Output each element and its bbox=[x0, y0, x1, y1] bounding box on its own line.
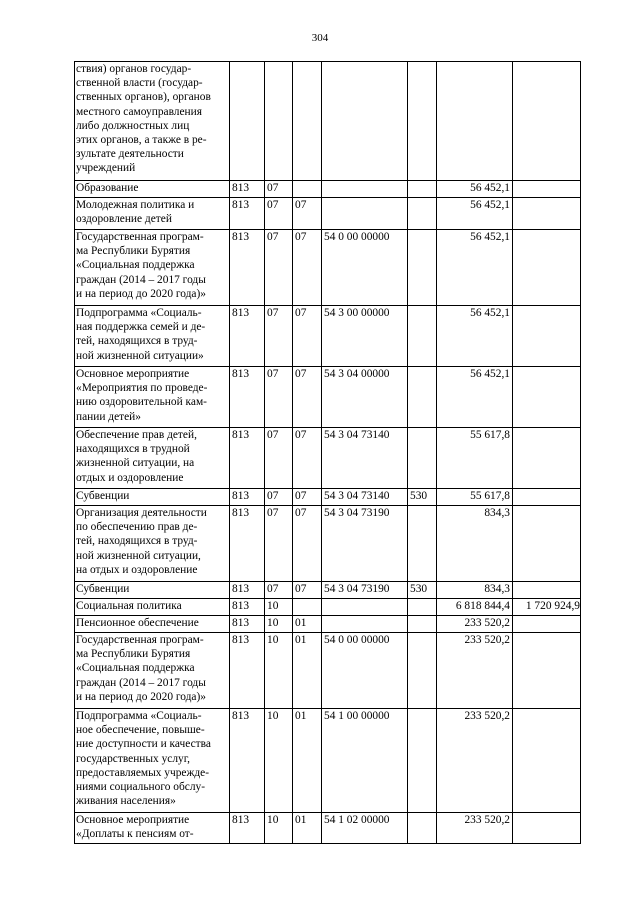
row-razdel: 07 bbox=[265, 506, 293, 582]
row-amount: 6 818 844,4 bbox=[437, 599, 513, 616]
row-extra bbox=[513, 62, 581, 181]
row-vr bbox=[408, 62, 437, 181]
row-csr: 54 0 00 00000 bbox=[322, 633, 408, 709]
row-name: Пенсионное обеспечение bbox=[75, 616, 230, 633]
row-amount: 56 452,1 bbox=[437, 367, 513, 428]
row-vr bbox=[408, 633, 437, 709]
row-name: Субвенции bbox=[75, 489, 230, 506]
row-extra bbox=[513, 230, 581, 306]
row-extra bbox=[513, 582, 581, 599]
row-extra bbox=[513, 506, 581, 582]
row-podrazdel: 07 bbox=[293, 306, 322, 367]
row-ved: 813 bbox=[230, 599, 265, 616]
row-amount: 56 452,1 bbox=[437, 181, 513, 198]
row-razdel: 07 bbox=[265, 198, 293, 230]
row-name: Государственная програм- ма Республики Бурятия «Социальная поддержка граждан (2014 – 2017 годы и на период до 2020 года)» bbox=[75, 633, 230, 709]
row-ved: 813 bbox=[230, 813, 265, 844]
row-razdel: 07 bbox=[265, 428, 293, 489]
row-csr bbox=[322, 62, 408, 181]
row-ved: 813 bbox=[230, 230, 265, 306]
row-extra: 1 720 924,9 bbox=[513, 599, 581, 616]
row-podrazdel: 07 bbox=[293, 428, 322, 489]
row-csr: 54 3 04 00000 bbox=[322, 367, 408, 428]
row-vr bbox=[408, 230, 437, 306]
row-ved: 813 bbox=[230, 633, 265, 709]
row-extra bbox=[513, 633, 581, 709]
row-vr bbox=[408, 813, 437, 844]
table-row bbox=[75, 813, 581, 844]
row-razdel: 10 bbox=[265, 599, 293, 616]
row-razdel: 10 bbox=[265, 616, 293, 633]
budget-table bbox=[74, 61, 581, 844]
row-vr bbox=[408, 306, 437, 367]
table-row bbox=[75, 506, 581, 582]
row-ved bbox=[230, 62, 265, 181]
row-name: Субвенции bbox=[75, 582, 230, 599]
row-amount: 233 520,2 bbox=[437, 633, 513, 709]
row-csr bbox=[322, 181, 408, 198]
row-razdel bbox=[265, 62, 293, 181]
row-vr: 530 bbox=[408, 582, 437, 599]
row-vr bbox=[408, 181, 437, 198]
row-razdel: 07 bbox=[265, 230, 293, 306]
row-csr: 54 3 04 73190 bbox=[322, 582, 408, 599]
row-amount: 834,3 bbox=[437, 506, 513, 582]
row-csr: 54 1 02 00000 bbox=[322, 813, 408, 844]
row-csr: 54 3 04 73140 bbox=[322, 489, 408, 506]
row-razdel: 07 bbox=[265, 582, 293, 599]
row-podrazdel: 07 bbox=[293, 506, 322, 582]
row-razdel: 07 bbox=[265, 306, 293, 367]
table-row bbox=[75, 428, 581, 489]
row-vr bbox=[408, 198, 437, 230]
table-row bbox=[75, 489, 581, 506]
row-extra bbox=[513, 428, 581, 489]
row-podrazdel: 07 bbox=[293, 367, 322, 428]
table-row bbox=[75, 616, 581, 633]
row-name: Образование bbox=[75, 181, 230, 198]
row-extra bbox=[513, 489, 581, 506]
row-ved: 813 bbox=[230, 181, 265, 198]
row-vr bbox=[408, 599, 437, 616]
row-ved: 813 bbox=[230, 582, 265, 599]
row-amount: 233 520,2 bbox=[437, 616, 513, 633]
table-row bbox=[75, 181, 581, 198]
table-row bbox=[75, 230, 581, 306]
row-csr: 54 0 00 00000 bbox=[322, 230, 408, 306]
row-amount: 233 520,2 bbox=[437, 813, 513, 844]
row-extra bbox=[513, 709, 581, 813]
row-csr: 54 1 00 00000 bbox=[322, 709, 408, 813]
row-ved: 813 bbox=[230, 367, 265, 428]
row-podrazdel: 01 bbox=[293, 633, 322, 709]
row-name: Подпрограмма «Социаль- ное обеспечение, повыше- ние доступности и качества государственных услуг, предоставляемых учрежде- ниями социального обслу- живания населения» bbox=[75, 709, 230, 813]
table-row bbox=[75, 198, 581, 230]
row-name: Государственная програм- ма Республики Бурятия «Социальная поддержка граждан (2014 – 2017 годы и на период до 2020 года)» bbox=[75, 230, 230, 306]
table-row bbox=[75, 582, 581, 599]
row-vr bbox=[408, 506, 437, 582]
row-amount: 55 617,8 bbox=[437, 428, 513, 489]
row-vr bbox=[408, 428, 437, 489]
row-podrazdel: 07 bbox=[293, 582, 322, 599]
row-amount: 55 617,8 bbox=[437, 489, 513, 506]
row-podrazdel: 01 bbox=[293, 616, 322, 633]
row-podrazdel bbox=[293, 599, 322, 616]
row-amount: 233 520,2 bbox=[437, 709, 513, 813]
table-row bbox=[75, 62, 581, 181]
row-csr: 54 3 04 73190 bbox=[322, 506, 408, 582]
row-razdel: 07 bbox=[265, 367, 293, 428]
row-extra bbox=[513, 181, 581, 198]
table-row bbox=[75, 306, 581, 367]
row-csr bbox=[322, 599, 408, 616]
row-vr: 530 bbox=[408, 489, 437, 506]
row-podrazdel: 07 bbox=[293, 198, 322, 230]
row-razdel: 10 bbox=[265, 633, 293, 709]
row-csr: 54 3 04 73140 bbox=[322, 428, 408, 489]
row-csr: 54 3 00 00000 bbox=[322, 306, 408, 367]
row-extra bbox=[513, 198, 581, 230]
row-name: Подпрограмма «Социаль- ная поддержка семей и де- тей, находящихся в труд- ной жизненной ситуации» bbox=[75, 306, 230, 367]
row-vr bbox=[408, 616, 437, 633]
row-ved: 813 bbox=[230, 306, 265, 367]
row-podrazdel bbox=[293, 181, 322, 198]
row-podrazdel: 07 bbox=[293, 230, 322, 306]
row-amount: 56 452,1 bbox=[437, 230, 513, 306]
row-extra bbox=[513, 306, 581, 367]
row-ved: 813 bbox=[230, 428, 265, 489]
table-row bbox=[75, 599, 581, 616]
page-number: 304 bbox=[311, 32, 329, 44]
row-name: Основное мероприятие «Мероприятия по проведе- нию оздоровительной кам- пании детей» bbox=[75, 367, 230, 428]
row-name: Социальная политика bbox=[75, 599, 230, 616]
row-razdel: 10 bbox=[265, 813, 293, 844]
table-row bbox=[75, 709, 581, 813]
row-extra bbox=[513, 616, 581, 633]
table-row bbox=[75, 367, 581, 428]
row-podrazdel: 01 bbox=[293, 813, 322, 844]
row-ved: 813 bbox=[230, 198, 265, 230]
row-razdel: 07 bbox=[265, 489, 293, 506]
row-ved: 813 bbox=[230, 489, 265, 506]
row-amount: 834,3 bbox=[437, 582, 513, 599]
row-name: Молодежная политика и оздоровление детей bbox=[75, 198, 230, 230]
row-vr bbox=[408, 367, 437, 428]
row-amount: 56 452,1 bbox=[437, 198, 513, 230]
row-ved: 813 bbox=[230, 709, 265, 813]
row-csr bbox=[322, 616, 408, 633]
row-name: Основное мероприятие «Доплаты к пенсиям от- bbox=[75, 813, 230, 844]
row-razdel: 10 bbox=[265, 709, 293, 813]
row-extra bbox=[513, 367, 581, 428]
row-amount bbox=[437, 62, 513, 181]
row-extra bbox=[513, 813, 581, 844]
table-row bbox=[75, 633, 581, 709]
row-razdel: 07 bbox=[265, 181, 293, 198]
row-podrazdel: 01 bbox=[293, 709, 322, 813]
row-podrazdel bbox=[293, 62, 322, 181]
row-name: ствия) органов государ- ственной власти (государ- ственных органов), органов местного самоуправления либо должностных лиц этих органов, а также в ре- зультате деятельности учреждений bbox=[75, 62, 230, 181]
row-name: Организация деятельности по обеспечению прав де- тей, находящихся в труд- ной жизненной ситуации, на отдых и оздоровление bbox=[75, 506, 230, 582]
row-podrazdel: 07 bbox=[293, 489, 322, 506]
row-vr bbox=[408, 709, 437, 813]
row-ved: 813 bbox=[230, 506, 265, 582]
row-ved: 813 bbox=[230, 616, 265, 633]
row-name: Обеспечение прав детей, находящихся в трудной жизненной ситуации, на отдых и оздоровление bbox=[75, 428, 230, 489]
row-amount: 56 452,1 bbox=[437, 306, 513, 367]
row-csr bbox=[322, 198, 408, 230]
